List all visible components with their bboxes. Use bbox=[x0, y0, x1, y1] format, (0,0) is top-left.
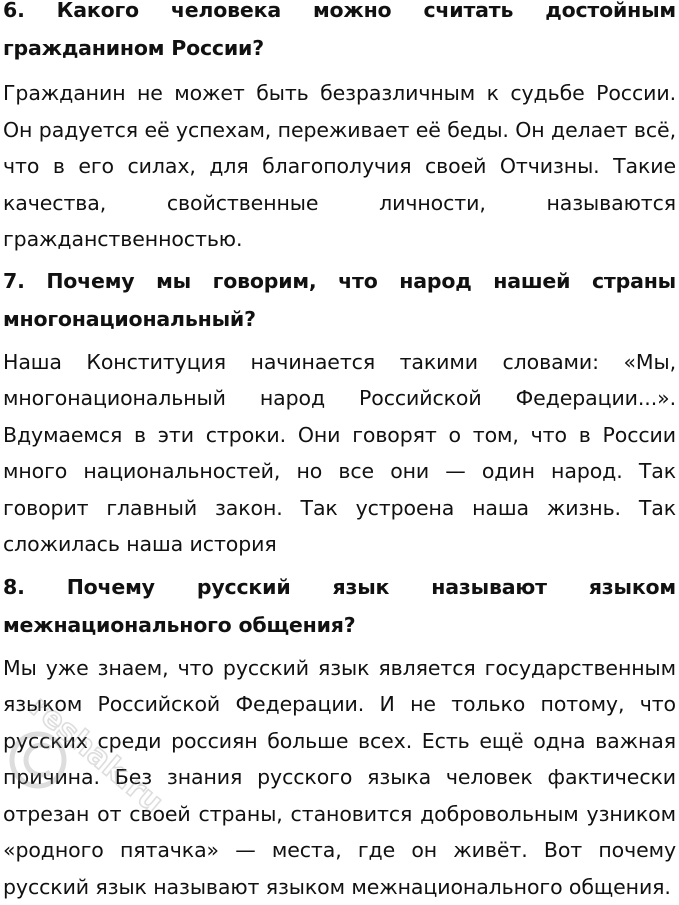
question-6: 6. Какого человека можно считать достойным гражданином России? bbox=[3, 0, 676, 67]
document-body bbox=[3, 0, 676, 905]
answer-8: Мы уже знаем, что русский язык является государственным языком Российской Федерации. И не только потому, что русских среди россиян больше всех. Есть ещё одна важная причина. Без знания русского языка человек фактически отрезан от своей страны, становится добровольным узником «родного пятачка» — места, где он живёт. Вот почему русский язык называют языком межнационального общения. bbox=[3, 650, 676, 905]
watermark-text: reshak.ru bbox=[23, 689, 170, 820]
question-7: 7. Почему мы говорим, что народ нашей страны многонациональный? bbox=[3, 262, 676, 338]
answer-6: Гражданин не может быть безразличным к судьбе России. Он радуется её успехам, переживает её беды. Он делает всё, что в его силах, для благополучия своей Отчизны. Такие качества, свойственные личности, называются гражданственностью. bbox=[3, 75, 676, 258]
question-8: 8. Почему русский язык называют языком межнационального общения? bbox=[3, 568, 676, 644]
answer-7: Наша Конституция начинается такими словами: «Мы, многонациональный народ Российской Федерации...». Вдумаемся в эти строки. Они говорят о том, что в России много национальностей, но все они — один народ. Так говорит главный закон. Так устроена наша жизнь. Так сложилась наша история bbox=[3, 344, 676, 563]
